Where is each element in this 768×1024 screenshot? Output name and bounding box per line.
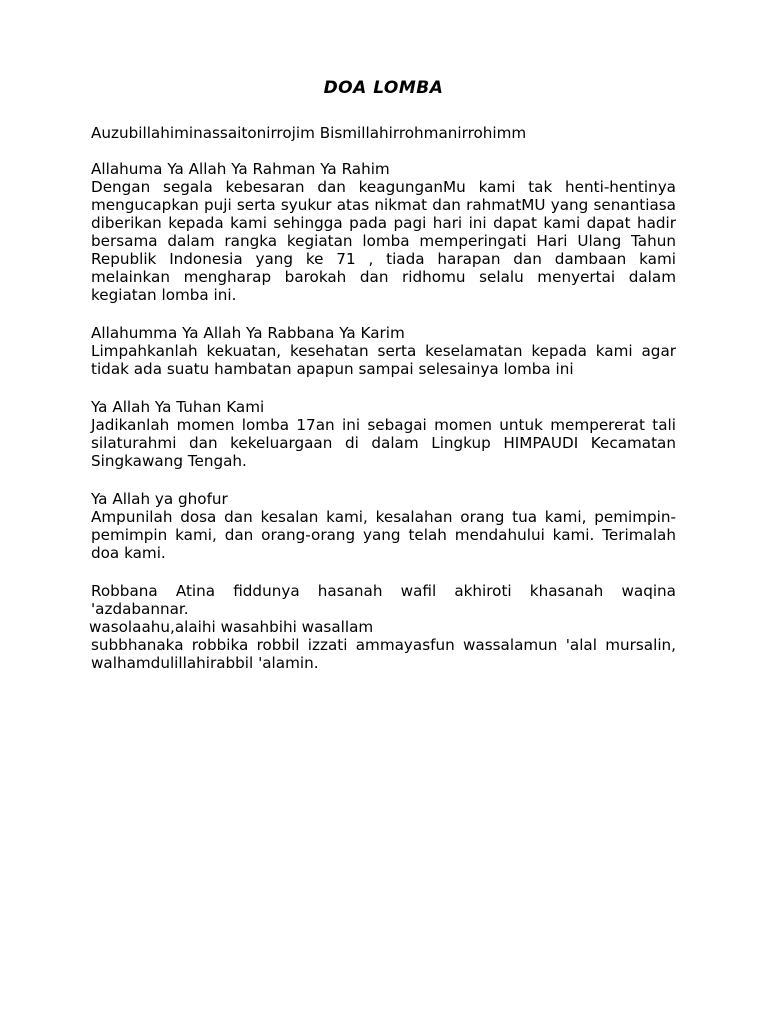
document-title: DOA LOMBA: [323, 78, 444, 98]
opening-line: Auzubillahiminassaitonirrojim Bismillahirrohmanirrohimm: [91, 124, 527, 142]
section-heading: Ya Allah Ya Tuhan Kami: [91, 398, 265, 416]
section-heading: Ya Allah ya ghofur: [91, 490, 228, 508]
closing-line-2: wasolaahu,alaihi wasahbihi wasallam: [89, 618, 374, 636]
spacer: [91, 470, 676, 490]
section-4: [91, 490, 676, 562]
section-body: Ampunilah dosa dan kesalan kami, kesalahan orang tua kami, pemimpin-pemimpin kami, dan orang-orang yang telah mendahului kami. Terimalah doa kami.: [91, 508, 676, 562]
section-body: Dengan segala kebesaran dan keagunganMu kami tak henti-hentinya mengucapkan puji serta syukur atas nikmat dan rahmatMU yang senantiasa diberikan kepada kami sehingga pada pagi hari ini dapat kami dapat hadir bersama dalam rangka kegiatan lomba memperingati Hari Ulang Tahun Republik Indonesia yang ke 71 , tiada harapan dan dambaan kami melainkan mengharap barokah dan ridhomu selalu menyertai dalam kegiatan lomba ini.: [91, 178, 676, 304]
document-page: [91, 78, 676, 672]
spacer: [91, 304, 676, 324]
section-2: [91, 324, 676, 378]
spacer: [91, 142, 676, 160]
closing-section: [91, 582, 676, 672]
section-1: [91, 160, 676, 304]
closing-line-3: subbhanaka robbika robbil izzati ammayasfun wassalamun 'alal mursalin, walhamdulillahirabbil 'alamin.: [91, 636, 676, 672]
section-body: Limpahkanlah kekuatan, kesehatan serta keselamatan kepada kami agar tidak ada suatu hambatan apapun sampai selesainya lomba ini: [91, 342, 676, 378]
spacer: [91, 378, 676, 398]
section-body: Jadikanlah momen lomba 17an ini sebagai momen untuk mempererat tali silaturahmi dan kekeluargaan di dalam Lingkup HIMPAUDI Kecamatan Singkawang Tengah.: [91, 416, 676, 470]
section-heading: Allahuma Ya Allah Ya Rahman Ya Rahim: [91, 160, 390, 178]
section-heading: Allahumma Ya Allah Ya Rabbana Ya Karim: [91, 324, 405, 342]
spacer: [91, 562, 676, 582]
closing-line-1: Robbana Atina fiddunya hasanah wafil akhiroti khasanah waqina 'azdabannar.: [91, 582, 676, 618]
section-3: [91, 398, 676, 470]
